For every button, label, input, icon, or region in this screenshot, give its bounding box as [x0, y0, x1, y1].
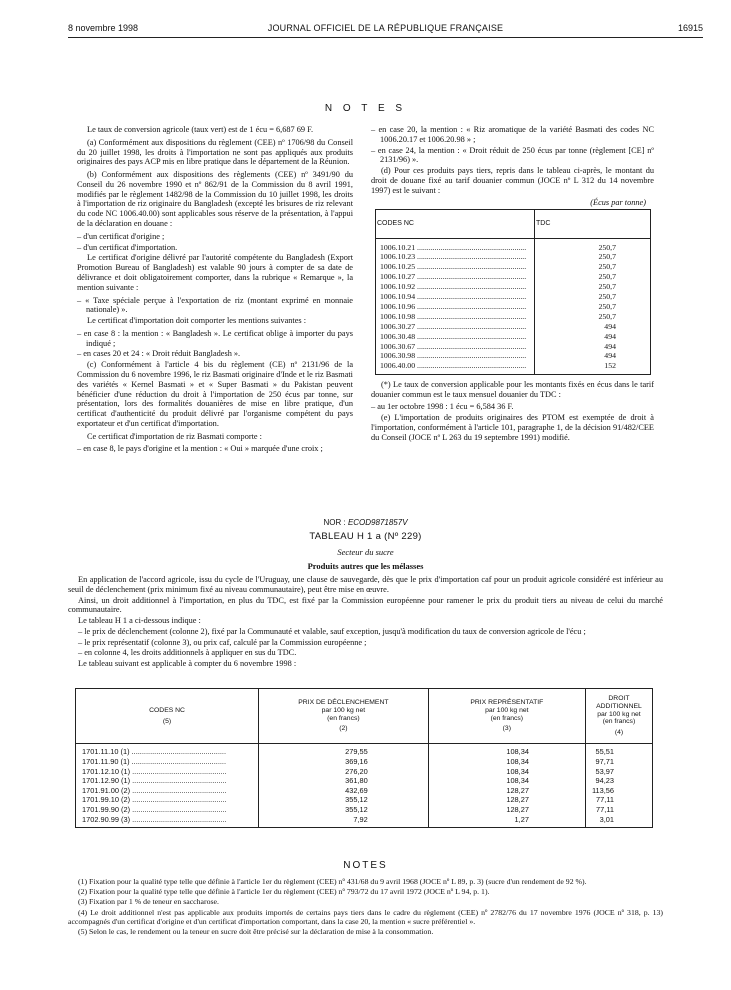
tdc-code-cell — [376, 361, 535, 374]
nc-code: 1701.91.00 (2) — [82, 786, 131, 795]
leader-dots: ........................................................ — [415, 242, 527, 252]
value-cell: 128,27 — [428, 796, 585, 806]
list-item: – en case 20, la mention : « Riz aromatique de la variété Basmati des codes NC 1006.20.17 et 1006.20.98 » ; — [371, 125, 654, 144]
nc-code: 1006.10.21 — [380, 242, 416, 252]
list-item: – en case 24, la mention : « Droit réduit de 250 écus par tonne (règlement [CE] nº 2131/96) ». — [371, 145, 654, 165]
paragraph: (c) Conformément à l'article 4 bis du règlement (CE) nº 2131/96 de la Commission du 6 novembre 1996, le riz Basmati originaire d'Inde et le riz Basmati des variétés « Kernel Basmati » et « Super Basmati » du Pakistan peuvent bénéficier d'une réduction du droit à l'importation de 250 écus par tonne, sur présentation, lors des formalités douanières de mise en libre pratique, d'un certificat d'authenticité du produit délivré par l'organisme compétent du pays exportateur et d'un certificat d'importation. — [77, 360, 353, 428]
value-cell: 279,55 — [259, 744, 429, 758]
tdc-value-cell: 152 — [535, 361, 651, 374]
value-cell: 108,34 — [428, 758, 585, 768]
nor-code: ECOD9871857V — [347, 518, 408, 527]
value-cell: 94,23 — [585, 777, 652, 787]
tdc-code-cell — [376, 311, 535, 321]
nc-code-cell — [76, 777, 259, 787]
tdc-value-cell: 494 — [535, 331, 651, 341]
nc-code: 1006.40.00 — [380, 361, 416, 371]
paragraph: (b) Conformément aux dispositions des règlements (CEE) nº 3491/90 du Conseil du 26 novembre 1990 et nº 862/91 de la Commission du 8 avril 1991, modifiés par le règlement 1482/98 de la Commission du 10 juillet 1998, les droits à l'importation de riz originaire du Bangladesh (excepté les brisures de riz relevant du code NC 1006.40.00) sont applicables sous réserve de la présentation, à l'appui de la déclaration en douane : — [77, 170, 353, 229]
table-row — [376, 239, 651, 252]
footnote: (4) Le droit additionnel n'est pas applicable aux produits importés de certains pays tiers dans le cadre du règlement (CEE) nº 2782/76 du 17 novembre 1976 (JOCE nº 318, p. 13) accompagnés d'un certificat d'origine et d'un certificat d'importation comportant, dans la case 20, la mention « sucre préférentiel ». — [68, 907, 663, 926]
value-cell: 128,27 — [428, 786, 585, 796]
nc-code: 1701.99.10 (2) — [82, 795, 131, 805]
tdc-code-cell — [376, 252, 535, 262]
footnote: (5) Selon le cas, le rendement ou la teneur en sucre doit être précisé sur la déclaration de mise à la consommation. — [78, 926, 434, 936]
nc-code: 1701.12.90 (1) — [82, 776, 131, 786]
leader-dots: ........................................................ — [415, 311, 527, 321]
header-subtitle: par 100 kg net (en francs) — [485, 706, 529, 722]
list-item: – d'un certificat d'importation. — [77, 242, 178, 252]
nc-code: 1006.30.27 — [380, 321, 416, 331]
nc-code: 1701.12.10 (1) — [82, 767, 131, 776]
header-date: 8 novembre 1998 — [68, 23, 139, 33]
paragraph: (a) Conformément aux dispositions du règlement (CEE) nº 1706/98 du Conseil du 20 juillet 1998, les droits à l'importation ne sont pas appliqués aux produits originaires des pays ACP mis en libre pratique dans le département de la Réunion. — [77, 137, 353, 167]
nc-code: 1701.99.90 (2) — [82, 805, 131, 814]
value-cell: 432,69 — [259, 786, 429, 796]
value-cell: 369,16 — [259, 758, 429, 768]
table-row — [376, 331, 651, 341]
table-row — [376, 321, 651, 331]
tdc-code-cell — [376, 282, 535, 292]
list-item: – le prix représentatif (colonne 3), ou prix caf, calculé par la Commission européenne ; — [78, 637, 367, 647]
value-cell: 276,20 — [259, 767, 429, 777]
table-row — [376, 302, 651, 312]
value-cell: 108,34 — [428, 767, 585, 777]
value-cell: 3,01 — [585, 815, 652, 827]
header-column-number: (3) — [502, 725, 511, 733]
leader-dots: .............................................. — [130, 805, 227, 814]
value-cell: 355,12 — [259, 806, 429, 816]
leader-dots: ........................................................ — [415, 252, 527, 262]
paragraph: Ainsi, un droit additionnel à l'importation, en plus du TDC, est fixé par la Commission européenne pour ramener le prix du produit tiers au niveau de celui du marché communautaire. — [68, 595, 663, 615]
tdc-code-cell — [376, 292, 535, 302]
list-item: – le prix de déclenchement (colonne 2), fixé par la Communauté et valable, sauf exception, jusqu'à modification du taux de conversion agricole de l'écu ; — [78, 626, 586, 636]
header-title: CODES NC — [149, 706, 185, 714]
tableau-title: TABLEAU H 1 a (Nº 229) — [309, 531, 422, 542]
value-cell: 108,34 — [428, 777, 585, 787]
tdc-value-cell: 250,7 — [535, 252, 651, 262]
tdc-code-cell — [376, 331, 535, 341]
paragraph: Le tableau H 1 a ci-dessous indique : — [78, 616, 201, 626]
tdc-value-cell: 250,7 — [535, 272, 651, 282]
paragraph: Le tableau suivant est applicable à compter du 6 novembre 1998 : — [78, 659, 297, 669]
tdc-code-cell — [376, 321, 535, 331]
nc-code: 1006.10.27 — [380, 272, 416, 282]
value-cell: 77,11 — [585, 796, 652, 806]
nor-label: NOR : — [323, 518, 346, 527]
nc-code-cell — [76, 796, 259, 806]
footnote: (1) Fixation pour la qualité type telle que définie à l'article 1er du règlement (CEE) nº 431/68 du 9 avril 1968 (JOCE nº L 89, p. 3) (sucre d'un rendement de 92 %). — [78, 877, 587, 886]
table-row — [376, 252, 651, 262]
tdc-value-cell: 494 — [535, 341, 651, 351]
tdc-code-cell — [376, 302, 535, 312]
nc-code: 1006.30.98 — [380, 351, 416, 361]
paragraph: (*) Le taux de conversion applicable pour les montants fixés en écus dans le tarif douanier commun est le taux mensuel douanier du TDC : — [371, 379, 654, 399]
tdc-unit: (Écus par tonne) — [590, 198, 646, 208]
nc-code: 1006.10.23 — [380, 252, 416, 262]
list-item: – « Taxe spéciale perçue à l'exportation de riz (montant exprimé en monnaie nationale) ». — [77, 295, 353, 315]
value-cell: 7,92 — [259, 815, 429, 827]
list-item: – au 1er octobre 1998 : 1 écu = 6,584 36 F. — [371, 402, 514, 412]
paragraph: Le taux de conversion agricole (taux vert) est de 1 écu = 6,687 69 F. — [87, 125, 314, 134]
nc-code: 1701.11.90 (1) — [82, 757, 130, 767]
header-title: DROIT ADDITIONNEL — [596, 694, 642, 710]
paragraph: Le certificat d'importation doit comporter les mentions suivantes : — [87, 316, 307, 326]
value-cell: 55,51 — [585, 744, 652, 758]
nor-reference — [0, 518, 731, 527]
nc-code: 1702.90.99 (3) — [82, 815, 131, 824]
nc-code: 1006.10.92 — [380, 282, 416, 292]
leader-dots: .............................................. — [130, 795, 227, 805]
value-cell: 113,56 — [585, 786, 652, 796]
leader-dots: ........................................................ — [415, 361, 527, 371]
table-row — [76, 758, 653, 768]
value-cell: 53,97 — [585, 767, 652, 777]
leader-dots: ........................................................ — [415, 272, 527, 282]
header-title: PRIX REPRÉSENTATIF — [470, 698, 544, 706]
header-subtitle: par 100 kg net (en francs) — [321, 706, 366, 722]
main-table — [75, 688, 653, 828]
leader-dots: .............................................. — [129, 757, 227, 767]
paragraph: Le certificat d'origine délivré par l'autorité compétente du Bangladesh (Export Promotion Bureau of Bangladesh) est valable 90 jours à compter de sa date de délivrance et doit obligatoirement comporter, dans la rubrique « Remarque », la mention suivante : — [77, 253, 353, 292]
leader-dots: ........................................................ — [415, 331, 527, 341]
intro-text — [68, 575, 663, 670]
nc-code: 1006.10.96 — [380, 301, 416, 311]
tdc-value-cell: 250,7 — [535, 239, 651, 252]
paragraph: Ce certificat d'importation de riz Basmati comporte : — [87, 431, 262, 441]
leader-dots: ........................................................ — [415, 341, 527, 351]
table-row — [76, 815, 653, 827]
right-column — [371, 125, 654, 446]
leader-dots: ........................................................ — [415, 301, 527, 311]
nc-code-cell — [76, 786, 259, 796]
value-cell: 361,80 — [259, 777, 429, 787]
subject-title: Produits autres que les mélasses — [307, 561, 424, 571]
tdc-code-cell — [376, 272, 535, 282]
tdc-value-cell: 494 — [535, 321, 651, 331]
nc-code: 1006.30.48 — [380, 331, 416, 341]
tdc-table — [375, 209, 651, 375]
value-cell: 77,11 — [585, 806, 652, 816]
table-row — [76, 777, 653, 787]
tdc-value-cell: 250,7 — [535, 302, 651, 312]
nc-code: 1006.10.94 — [380, 292, 416, 302]
tdc-code-cell — [376, 239, 535, 252]
leader-dots: .............................................. — [129, 747, 227, 757]
leader-dots: .............................................. — [130, 815, 227, 824]
notes-heading: N O T E S — [324, 103, 407, 114]
footnotes — [68, 877, 663, 937]
left-column — [77, 125, 353, 455]
value-cell: 97,71 — [585, 758, 652, 768]
main-table-header — [76, 689, 259, 744]
value-cell: 355,12 — [259, 796, 429, 806]
leader-dots: .............................................. — [130, 786, 227, 795]
nc-code: 1701.11.10 (1) — [82, 747, 130, 757]
paragraph: En application de l'accord agricole, issu du cycle de l'Uruguay, une clause de sauvegarde, dès que le prix d'importation caf pour un produit agricole considéré est inférieur au seuil de déclenchement (prix minimum fixé au niveau communautaire), peut être mise en œuvre. — [68, 575, 663, 594]
table-row — [376, 311, 651, 321]
nc-code: 1006.10.98 — [380, 311, 416, 321]
nc-code: 1006.30.67 — [380, 341, 416, 351]
list-item: – en cases 20 et 24 : « Droit réduit Bangladesh ». — [77, 349, 241, 359]
table-row — [376, 262, 651, 272]
leader-dots: ........................................................ — [415, 351, 527, 361]
footnote: (2) Fixation pour la qualité type telle que définie à l'article 1er du règlement (CEE) nº 793/72 du 17 avril 1972 (JOCE nº L 94, p. 1). — [78, 887, 490, 897]
tdc-header-codes: CODES NC — [376, 210, 535, 239]
sector-title: Secteur du sucre — [337, 547, 394, 557]
header-title: PRIX DE DÉCLENCHEMENT — [298, 698, 389, 706]
right-column-top — [371, 125, 654, 195]
main-table-header — [259, 689, 429, 744]
table-row — [76, 744, 653, 758]
nc-code: 1006.10.25 — [380, 262, 416, 272]
table-row — [376, 282, 651, 292]
tdc-value-cell: 250,7 — [535, 262, 651, 272]
tdc-code-cell — [376, 262, 535, 272]
list-item: – en colonne 4, les droits additionnels à appliquer en sus du TDC. — [78, 648, 297, 658]
table-row — [376, 341, 651, 351]
table-row — [76, 806, 653, 816]
table-row — [376, 292, 651, 302]
leader-dots: ........................................................ — [415, 262, 527, 272]
value-cell: 108,34 — [428, 744, 585, 758]
table-row — [376, 361, 651, 374]
nc-code-cell — [76, 806, 259, 816]
page-header — [68, 23, 703, 38]
leader-dots: .............................................. — [130, 767, 227, 776]
leader-dots: ........................................................ — [415, 292, 527, 302]
journal-title: JOURNAL OFFICIEL DE LA RÉPUBLIQUE FRANÇAISE — [267, 23, 504, 33]
header-column-number: (2) — [339, 725, 348, 733]
header-column-number: (4) — [614, 729, 624, 737]
list-item: – en case 8, le pays d'origine et la mention : « Oui » marquée d'une croix ; — [77, 444, 323, 454]
table-row — [376, 272, 651, 282]
nc-code-cell — [76, 758, 259, 768]
tdc-value-cell: 250,7 — [535, 282, 651, 292]
paragraph: (e) L'importation de produits originaires des PTOM est exemptée de droit à l'importation, conformément à l'article 101, paragraphe 1, de la décision 91/482/CEE du Conseil (JOCE nº L 263 du 19 septembre 1991) modifié. — [371, 413, 654, 442]
main-table-header — [428, 689, 585, 744]
leader-dots: .............................................. — [130, 776, 227, 786]
tdc-header-tdc: TDC — [535, 210, 651, 239]
header-subtitle: par 100 kg net (en francs) — [597, 710, 641, 726]
footnote: (3) Fixation par 1 % de teneur en saccharose. — [78, 897, 219, 907]
tdc-value-cell: 494 — [535, 351, 651, 361]
tdc-value-cell: 250,7 — [535, 292, 651, 302]
list-item: – en case 8 : la mention : « Bangladesh ». Le certificat oblige à importer du pays indiqué ; — [77, 328, 353, 348]
value-cell: 1,27 — [428, 815, 585, 827]
right-column-bottom — [371, 380, 654, 443]
leader-dots: ........................................................ — [415, 282, 527, 292]
nc-code-cell — [76, 744, 259, 758]
value-cell: 128,27 — [428, 806, 585, 816]
notes-footer-heading: NOTES — [343, 860, 388, 871]
nc-code-cell — [76, 767, 259, 777]
table-row — [376, 351, 651, 361]
tdc-code-cell — [376, 351, 535, 361]
tdc-code-cell — [376, 341, 535, 351]
nc-code-cell — [76, 815, 259, 827]
header-column-number: (5) — [162, 717, 172, 725]
main-table-header — [585, 689, 652, 744]
paragraph: (d) Pour ces produits pays tiers, repris dans le tableau ci-après, le montant du droit de douane fixé au tarif douanier commun (JOCE nº L 312 du 14 novembre 1997) est le suivant : — [371, 166, 654, 195]
list-item: – d'un certificat d'origine ; — [77, 231, 165, 241]
page-number: 16915 — [677, 23, 703, 33]
tdc-value-cell: 250,7 — [535, 311, 651, 321]
leader-dots: ........................................................ — [415, 321, 527, 331]
